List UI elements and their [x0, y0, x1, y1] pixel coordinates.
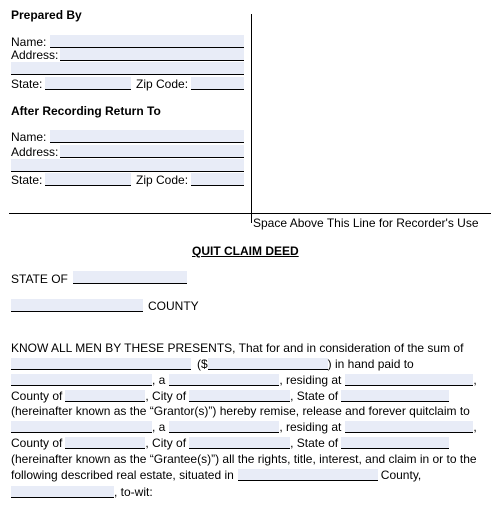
grantee-a-label: , a [152, 420, 166, 434]
state-of-field[interactable] [73, 271, 187, 284]
deed-title: QUIT CLAIM DEED [192, 244, 299, 258]
prepared-by-state-label: State: [11, 77, 43, 91]
grantee-type-field[interactable] [169, 421, 279, 433]
situated-county-field[interactable] [238, 469, 378, 481]
grantee-state-field[interactable] [341, 437, 449, 449]
grantor-state-of-label: , State of [290, 389, 339, 403]
return-to-heading: After Recording Return To [11, 104, 161, 118]
to-wit-label: , to-wit: [114, 485, 153, 499]
prepared-by-zip-label: Zip Code: [136, 77, 189, 91]
prepared-by-name-field[interactable] [50, 35, 244, 48]
situated-state-field[interactable] [11, 486, 114, 498]
return-to-address-line2-field[interactable] [11, 159, 244, 172]
grantor-state-field[interactable] [341, 390, 449, 402]
grantor-city-of-label: , City of [145, 389, 187, 403]
deed-body-line-6 [11, 420, 477, 434]
deed-body-line-2 [11, 357, 414, 371]
grantee-county-of-label: County of [11, 436, 63, 450]
return-to-zip-label: Zip Code: [136, 173, 189, 187]
grantor-type-field[interactable] [169, 374, 279, 386]
dollar-open-label: ($ [197, 357, 208, 371]
recorder-note: Space Above This Line for Recorder's Use [253, 216, 479, 230]
hand-paid-label: ) in hand paid to [327, 357, 414, 371]
grantor-city-field[interactable] [189, 390, 290, 402]
grantor-name-field[interactable] [11, 374, 152, 386]
state-of-label: STATE OF [11, 272, 68, 286]
grantor-residing-label: , residing at [279, 373, 342, 387]
grantee-address-field[interactable] [345, 421, 473, 433]
recorder-box-horizontal-line [9, 213, 491, 214]
grantor-comma: , [473, 373, 477, 387]
recorder-box-vertical-line [251, 14, 252, 223]
deed-body-line-5: (hereinafter known as the “Grantor(s)”) hereby remise, release and forever quitclaim to [11, 404, 470, 418]
grantee-name-field[interactable] [11, 421, 152, 433]
grantor-county-field[interactable] [65, 390, 145, 402]
grantor-address-field[interactable] [345, 374, 473, 386]
deed-body-line-1: KNOW ALL MEN BY THESE PRESENTS, That for and in consideration of the sum of [11, 341, 464, 355]
county-label: COUNTY [148, 299, 199, 313]
grantee-comma: , [473, 420, 477, 434]
deed-body-line-8: (hereinafter known as the “Grantee(s)”) all the rights, title, interest, and claim in or to the [11, 452, 477, 466]
deed-body-line-4 [11, 389, 449, 403]
return-to-address-label: Address: [11, 145, 59, 159]
county-comma-label: County, [380, 468, 422, 482]
prepared-by-name-label: Name: [11, 35, 47, 49]
prepared-by-state-field[interactable] [45, 77, 131, 90]
prepared-by-address-line2-field[interactable] [11, 62, 244, 75]
grantor-a-label: , a [152, 373, 166, 387]
prepared-by-zip-field[interactable] [191, 77, 244, 90]
grantee-city-field[interactable] [189, 437, 290, 449]
return-to-state-field[interactable] [45, 173, 131, 186]
deed-body-line-3 [11, 373, 477, 387]
return-to-state-label: State: [11, 173, 43, 187]
prepared-by-address-label: Address: [11, 48, 59, 62]
deed-body-line-9 [11, 468, 421, 482]
prepared-by-address-field[interactable] [60, 48, 244, 61]
return-to-name-label: Name: [11, 130, 47, 144]
deed-body-line-7 [11, 436, 449, 450]
following-text-label: following described real estate, situated in [11, 468, 234, 482]
consideration-amount-field[interactable] [208, 358, 328, 370]
grantee-city-of-label: , City of [145, 436, 187, 450]
county-name-field[interactable] [11, 299, 143, 312]
return-to-zip-field[interactable] [191, 173, 244, 186]
return-to-address-field[interactable] [60, 145, 244, 158]
deed-body-line-10 [11, 485, 153, 499]
grantee-residing-label: , residing at [279, 420, 342, 434]
consideration-words-field[interactable] [11, 358, 191, 370]
grantor-county-of-label: County of [11, 389, 63, 403]
return-to-name-field[interactable] [50, 130, 244, 143]
prepared-by-heading: Prepared By [11, 8, 82, 22]
grantee-county-field[interactable] [65, 437, 145, 449]
grantee-state-of-label: , State of [290, 436, 339, 450]
